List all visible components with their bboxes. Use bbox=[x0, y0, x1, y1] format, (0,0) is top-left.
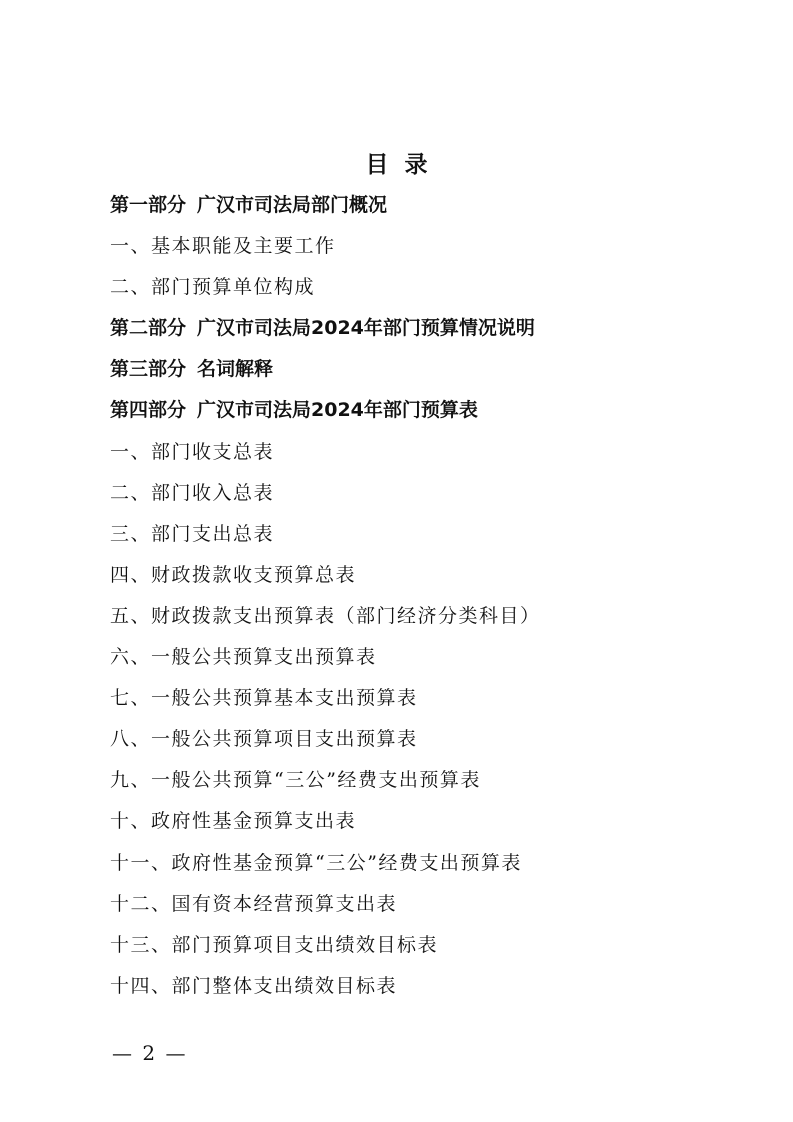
toc-item bbox=[110, 478, 730, 519]
toc-item bbox=[110, 848, 730, 889]
toc-part-heading bbox=[110, 190, 730, 231]
toc-part-prefix: 第三部分 bbox=[110, 358, 187, 381]
toc-item-label: 十二、国有资本经营预算支出表 bbox=[110, 892, 398, 915]
toc-part-title: 名词解释 bbox=[197, 358, 274, 381]
toc-item bbox=[110, 724, 730, 765]
toc-item-label: 六、一般公共预算支出预算表 bbox=[110, 646, 377, 669]
toc-part-title: 广汉市司法局2024年部门预算表 bbox=[197, 399, 478, 422]
toc-item bbox=[110, 971, 730, 1012]
page-number: — 2 — bbox=[112, 1041, 188, 1065]
toc-item-label: 八、一般公共预算项目支出预算表 bbox=[110, 728, 418, 751]
toc-part-heading bbox=[110, 354, 730, 395]
toc-part-heading bbox=[110, 395, 730, 436]
toc-item-label: 一、部门收支总表 bbox=[110, 440, 275, 463]
toc-item bbox=[110, 601, 730, 642]
page-title: 目录 bbox=[365, 152, 444, 178]
toc-item-label: 二、部门预算单位构成 bbox=[110, 276, 316, 299]
toc-item bbox=[110, 272, 730, 313]
toc-part-title: 广汉市司法局部门概况 bbox=[197, 194, 388, 216]
toc-item-label: 十四、部门整体支出绩效目标表 bbox=[110, 974, 398, 997]
toc-item bbox=[110, 806, 730, 847]
toc-item-label: 二、部门收入总表 bbox=[110, 481, 275, 504]
toc-item bbox=[110, 560, 730, 601]
toc-item-label: 十三、部门预算项目支出绩效目标表 bbox=[110, 933, 439, 956]
toc-part-prefix: 第四部分 bbox=[110, 399, 187, 422]
toc-part-prefix: 第一部分 bbox=[110, 194, 187, 216]
toc-item-label: 三、部门支出总表 bbox=[110, 522, 275, 545]
toc-part-title: 广汉市司法局2024年部门预算情况说明 bbox=[197, 317, 535, 340]
toc-item-label: 七、一般公共预算基本支出预算表 bbox=[110, 687, 418, 710]
toc-item-label: 十、政府性基金预算支出表 bbox=[110, 810, 357, 833]
toc-item bbox=[110, 437, 730, 478]
toc-item bbox=[110, 765, 730, 806]
toc-item bbox=[110, 642, 730, 683]
toc-item-label: 十一、政府性基金预算“三公”经费支出预算表 bbox=[110, 851, 522, 874]
toc-item-label: 四、财政拨款收支预算总表 bbox=[110, 563, 357, 586]
toc-item bbox=[110, 930, 730, 971]
toc-item-label: 九、一般公共预算“三公”经费支出预算表 bbox=[110, 769, 481, 792]
toc-item bbox=[110, 519, 730, 560]
toc-part-prefix: 第二部分 bbox=[110, 317, 187, 340]
toc-item bbox=[110, 889, 730, 930]
toc-item bbox=[110, 231, 730, 272]
table-of-contents bbox=[110, 190, 730, 1012]
toc-item-label: 五、财政拨款支出预算表（部门经济分类科目） bbox=[110, 604, 541, 627]
toc-part-heading bbox=[110, 313, 730, 354]
toc-item bbox=[110, 683, 730, 724]
toc-item-label: 一、基本职能及主要工作 bbox=[110, 235, 336, 258]
